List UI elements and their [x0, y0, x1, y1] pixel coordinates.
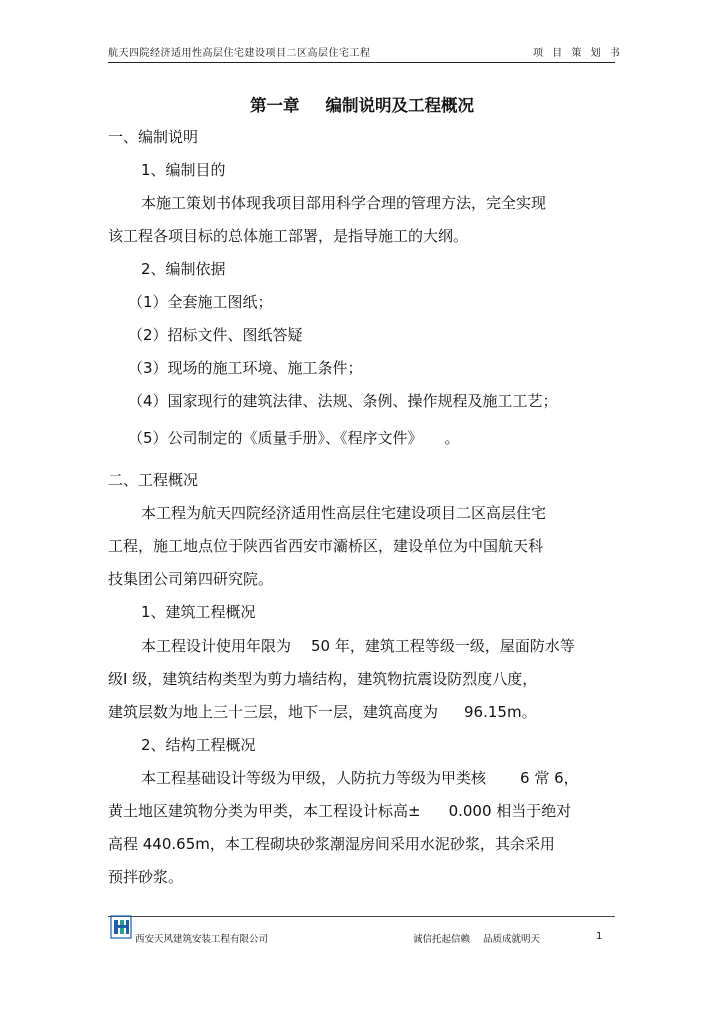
company-logo-icon	[110, 914, 132, 940]
text-run: 本工程设计使用年限为	[141, 637, 292, 655]
text-run: 96.15m。	[464, 703, 537, 721]
paragraph-line	[141, 636, 575, 656]
list-item-text: （5）公司制定的《质量手册》、《程序文件》	[128, 429, 423, 447]
subsection-heading-1-1: 1、编制目的	[141, 161, 226, 179]
chapter-title	[0, 92, 724, 116]
paragraph-line	[108, 801, 571, 821]
paragraph-line	[141, 768, 579, 788]
list-item	[128, 428, 460, 448]
page-number: 1	[596, 931, 603, 942]
list-item: （1）全套施工图纸；	[128, 293, 273, 311]
paragraph-line: 高程 440.65m，本工程砌块砂浆潮湿房间采用水泥砂浆，其余采用	[108, 835, 555, 853]
text-run: 建筑层数为地上三十三层，地下一层，建筑高度为	[108, 703, 439, 721]
text-run: 50 年，建筑工程等级一级，屋面防水等	[311, 637, 575, 655]
paragraph-line: 该工程各项目标的总体施工部署，是指导施工的大纲。	[108, 227, 469, 245]
subsection-heading-2-2: 2、结构工程概况	[141, 736, 256, 754]
chapter-number: 第一章	[250, 96, 300, 115]
text-run: 本工程基础设计等级为甲级，人防抗力等级为甲类核	[141, 769, 487, 787]
list-item: （4）国家现行的建筑法律、法规、条例、操作规程及施工工艺；	[128, 392, 558, 410]
subsection-heading-1-2: 2、编制依据	[141, 260, 226, 278]
footer-slogan: 诚信托起信赖 品质成就明天	[413, 934, 541, 945]
text-run: 黄土地区建筑物分类为甲类，本工程设计标高±	[108, 802, 421, 820]
paragraph-line: 本施工策划书体现我项目部用科学合理的管理方法，完全实现	[141, 194, 547, 212]
paragraph-line: 本工程为航天四院经济适用性高层住宅建设项目二区高层住宅	[141, 504, 547, 522]
header-project-name: 航天四院经济适用性高层住宅建设项目二区高层住宅工程	[108, 48, 371, 59]
paragraph-line: 工程，施工地点位于陕西省西安市灞桥区，建设单位为中国航天科	[108, 537, 544, 555]
text-run: 0.000 相当于绝对	[448, 802, 572, 820]
list-item: （3）现场的施工环境、施工条件；	[128, 359, 363, 377]
paragraph-line: 预拌砂浆。	[108, 868, 184, 886]
header-divider	[108, 62, 615, 63]
footer-company: 西安天风建筑安装工程有限公司	[135, 934, 269, 945]
subsection-heading-2-1: 1、建筑工程概况	[141, 603, 256, 621]
section-heading-2: 二、工程概况	[108, 471, 199, 489]
paragraph-line	[108, 702, 537, 722]
paragraph-line: 级Ⅰ 级，建筑结构类型为剪力墙结构，建筑物抗震设防烈度八度，	[108, 670, 538, 688]
chapter-name: 编制说明及工程概况	[325, 96, 474, 115]
list-item-end: 。	[444, 429, 460, 447]
text-run: 6 常 6，	[520, 769, 579, 787]
header-doc-type: 项 目 策 划 书	[533, 48, 620, 59]
footer-divider	[108, 916, 615, 917]
list-item: （2）招标文件、图纸答疑	[128, 326, 303, 344]
paragraph-line: 技集团公司第四研究院。	[108, 570, 274, 588]
section-heading-1: 一、编制说明	[108, 128, 199, 146]
